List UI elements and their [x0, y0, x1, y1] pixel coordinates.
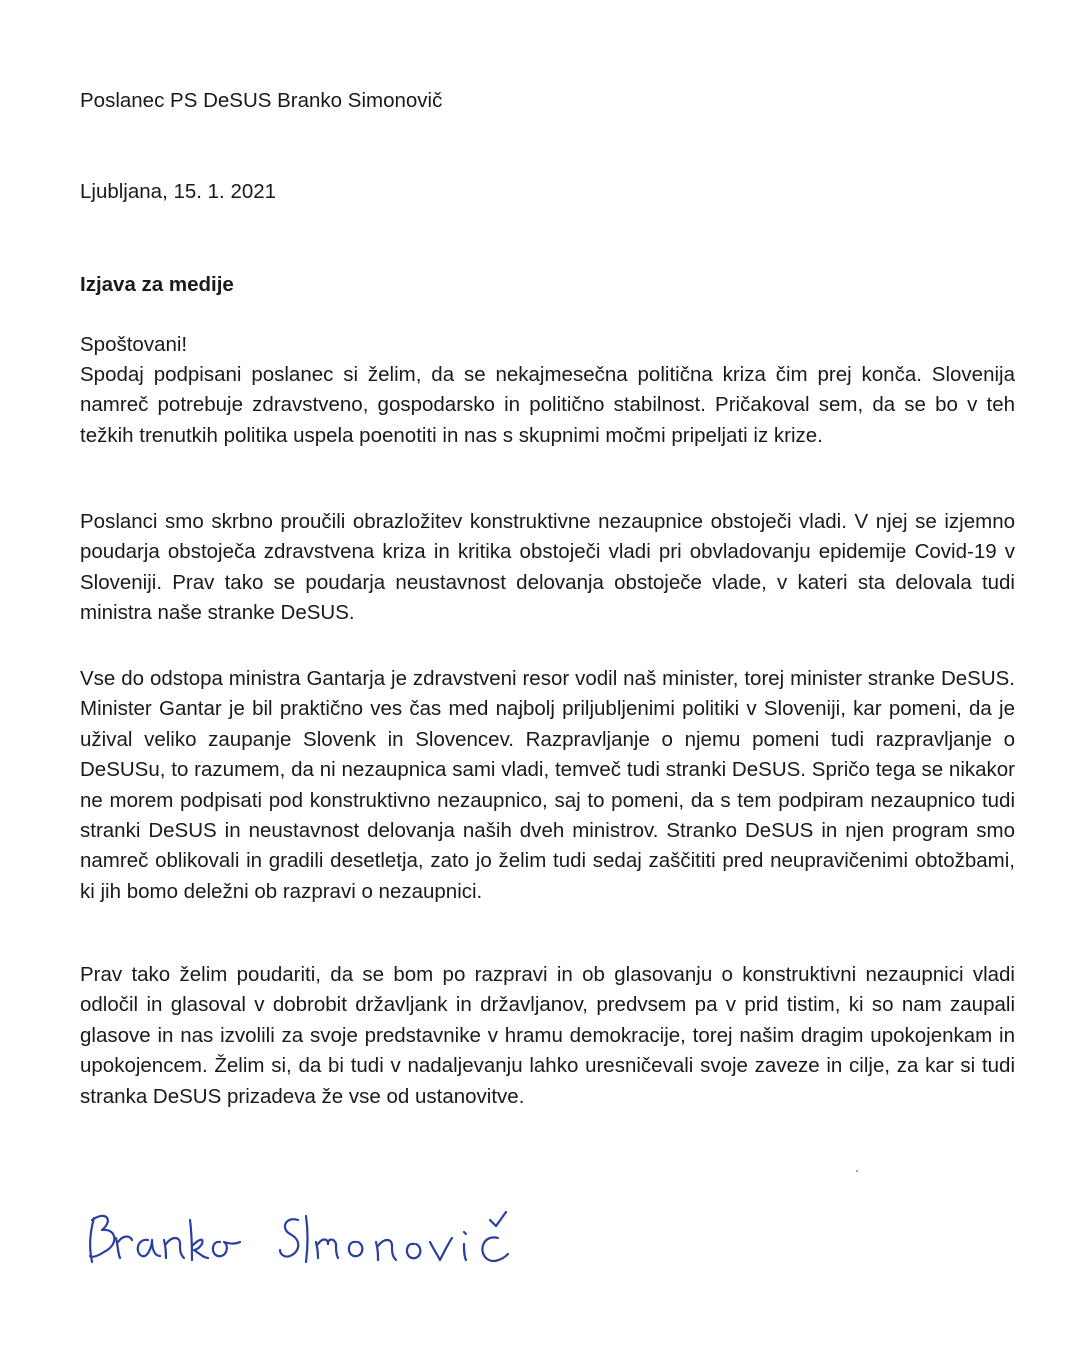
salutation: Spoštovani! [80, 333, 188, 356]
paragraph-3: Vse do odstopa ministra Gantarja je zdravstveni resor vodil naš minister, torej minister stranke DeSUS. Minister Gantar je bil praktično ves čas med najbolj priljubljenimi politiki v Sloveniji, kar pomeni, da je užival veliko zaupanje Slovenk in Slovencev. Razpravljanje o njemu pomeni tudi razpravljanje o DeSUSu, to razumem, da ni nezaupnica sami vladi, temveč tudi stranki DeSUS. Spričo tega se nikakor ne morem podpisati pod konstruktivno nezaupnico, saj to pomeni, da s tem podpiram nezaupnico tudi stranki DeSUS in neustavnost delovanja naših dveh ministrov. Stranko DeSUS in njen program smo namreč oblikovali in gradili desetletja, zato jo želim tudi sedaj zaščititi pred neupravičenimi obtožbami, ki jih bomo deležni ob razpravi o nezaupnici. [80, 667, 1015, 903]
paragraph-2: Poslanci smo skrbno proučili obrazložitev konstruktivne nezaupnice obstoječi vladi. V njej se izjemno poudarja obstoječa zdravstvena kriza in kritika obstoječi vladi pri obvladovanju epidemije Covid-19 v Sloveniji. Prav tako se poudarja neustavnost delovanja obstoječe vlade, v kateri sta delovala tudi ministra naše stranke DeSUS. [80, 510, 1015, 625]
paragraph-4: Prav tako želim poudariti, da se bom po razpravi in ob glasovanju o konstruktivni nezaupnici vladi odločil in glasoval v dobrobit državljank in državljanov, predvsem pa v prid tistim, ki so nam zaupali glasove in nas izvolili za svoje predstavnike v hramu demokracije, torej našim dragim upokojenkam in upokojencem. Želim si, da bi tudi v nadaljevanju lahko uresničevali svoje zaveze in cilje, za kar si tudi stranka DeSUS prizadeva že vse od ustanovitve. [80, 963, 1015, 1108]
place-date-line: Ljubljana, 15. 1. 2021 [80, 180, 277, 203]
sender-line: Poslanec PS DeSUS Branko Simonovič [80, 89, 443, 112]
handwritten-signature [80, 1180, 560, 1290]
scan-speck [856, 1170, 858, 1172]
paragraph-1: Spodaj podpisani poslanec si želim, da se nekajmesečna politična kriza čim prej konča. Slovenija namreč potrebuje zdravstveno, gospodarsko in politično stabilnost. Pričakoval sem, da se bo v teh težkih trenutkih politika uspela poenotiti in nas s skupnimi močmi pripeljati iz krize. [80, 363, 1015, 447]
statement-heading: Izjava za medije [80, 273, 234, 296]
